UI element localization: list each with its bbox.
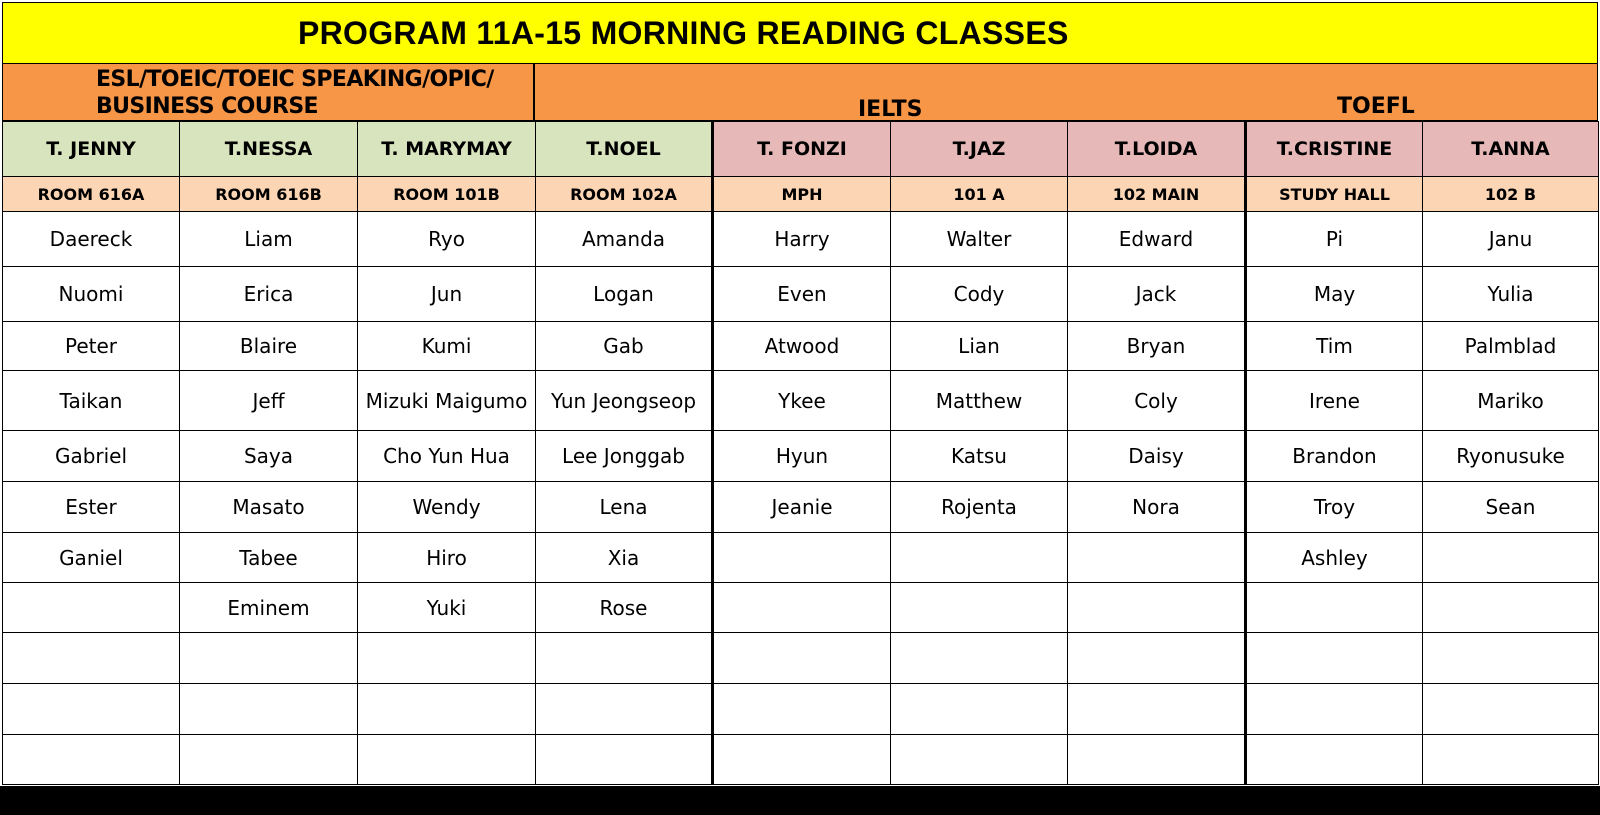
student-row <box>3 267 1599 322</box>
student-row <box>3 583 1599 633</box>
teacher-cell: T.NESSA <box>180 122 358 177</box>
student-name-cell: Troy <box>1246 482 1423 533</box>
student-name-cell: Atwood <box>713 322 891 371</box>
student-name-cell: Nora <box>1068 482 1246 533</box>
student-name-cell: Hiro <box>358 533 536 583</box>
teacher-header-row <box>3 122 1599 177</box>
room-cell: ROOM 616B <box>180 177 358 212</box>
student-name-cell: Liam <box>180 212 358 267</box>
student-name-cell: Lee Jonggab <box>536 431 713 482</box>
student-name-cell: Edward <box>1068 212 1246 267</box>
student-name-cell <box>713 633 891 684</box>
room-cell: 102 B <box>1423 177 1599 212</box>
student-name-cell: Eminem <box>180 583 358 633</box>
student-name-cell: Ganiel <box>3 533 180 583</box>
student-row <box>3 684 1599 735</box>
student-name-cell: Gabriel <box>3 431 180 482</box>
student-name-cell <box>1068 633 1246 684</box>
student-name-cell: Blaire <box>180 322 358 371</box>
student-name-cell: Yulia <box>1423 267 1599 322</box>
student-name-cell <box>180 735 358 785</box>
student-name-cell: Ryonusuke <box>1423 431 1599 482</box>
student-name-cell: Katsu <box>891 431 1068 482</box>
student-name-cell: Cho Yun Hua <box>358 431 536 482</box>
student-row <box>3 212 1599 267</box>
room-cell: ROOM 102A <box>536 177 713 212</box>
esl-group-label-line2: BUSINESS COURSE <box>96 94 318 119</box>
student-name-cell <box>891 633 1068 684</box>
student-name-cell <box>1068 583 1246 633</box>
student-name-cell <box>891 735 1068 785</box>
student-name-cell: Yun Jeongseop <box>536 371 713 431</box>
room-header-row <box>3 177 1599 212</box>
student-row <box>3 371 1599 431</box>
student-name-cell: Taikan <box>3 371 180 431</box>
teacher-cell: T.ANNA <box>1423 122 1599 177</box>
student-name-cell <box>358 633 536 684</box>
student-row <box>3 533 1599 583</box>
student-name-cell <box>1423 583 1599 633</box>
student-name-cell: Matthew <box>891 371 1068 431</box>
title-bar <box>2 2 1598 64</box>
student-name-cell <box>358 684 536 735</box>
student-name-cell: Kumi <box>358 322 536 371</box>
student-name-cell: Masato <box>180 482 358 533</box>
student-row <box>3 431 1599 482</box>
student-name-cell <box>3 633 180 684</box>
student-name-cell: Peter <box>3 322 180 371</box>
page-title: PROGRAM 11A-15 MORNING READING CLASSES <box>298 15 1069 51</box>
teacher-cell: T.NOEL <box>536 122 713 177</box>
student-name-cell <box>536 735 713 785</box>
student-name-cell: Brandon <box>1246 431 1423 482</box>
student-name-cell: Jeff <box>180 371 358 431</box>
student-name-cell: Jeanie <box>713 482 891 533</box>
bottom-band <box>0 786 1600 815</box>
student-name-cell <box>3 583 180 633</box>
group-divider <box>533 64 535 121</box>
student-name-cell: Wendy <box>358 482 536 533</box>
student-name-cell: Jack <box>1068 267 1246 322</box>
student-name-cell: Amanda <box>536 212 713 267</box>
room-cell: ROOM 101B <box>358 177 536 212</box>
student-name-cell: Nuomi <box>3 267 180 322</box>
student-name-cell <box>713 684 891 735</box>
student-name-cell <box>891 583 1068 633</box>
student-name-cell <box>891 533 1068 583</box>
student-name-cell: Tabee <box>180 533 358 583</box>
student-name-cell: Ryo <box>358 212 536 267</box>
teacher-cell: T.LOIDA <box>1068 122 1246 177</box>
teacher-cell: T.JAZ <box>891 122 1068 177</box>
student-row <box>3 633 1599 684</box>
student-name-cell <box>891 684 1068 735</box>
student-name-cell <box>1246 583 1423 633</box>
student-name-cell <box>1423 684 1599 735</box>
student-name-cell <box>180 633 358 684</box>
student-name-cell: Lian <box>891 322 1068 371</box>
student-name-cell <box>1068 735 1246 785</box>
student-name-cell: Gab <box>536 322 713 371</box>
room-cell: STUDY HALL <box>1246 177 1423 212</box>
student-name-cell: Harry <box>713 212 891 267</box>
student-name-cell: Lena <box>536 482 713 533</box>
student-name-cell: Logan <box>536 267 713 322</box>
room-cell: ROOM 616A <box>3 177 180 212</box>
student-name-cell: Xia <box>536 533 713 583</box>
student-name-cell: Saya <box>180 431 358 482</box>
esl-group-label-line1: ESL/TOEIC/TOEIC SPEAKING/OPIC/ <box>96 67 494 92</box>
student-name-cell: May <box>1246 267 1423 322</box>
student-name-cell <box>1246 735 1423 785</box>
student-name-cell: Daisy <box>1068 431 1246 482</box>
teacher-cell: T. FONZI <box>713 122 891 177</box>
student-name-cell: Mizuki Maigumo <box>358 371 536 431</box>
student-name-cell: Even <box>713 267 891 322</box>
student-row <box>3 322 1599 371</box>
student-name-cell: Janu <box>1423 212 1599 267</box>
student-name-cell <box>1068 684 1246 735</box>
student-name-cell: Ashley <box>1246 533 1423 583</box>
student-name-cell: Coly <box>1068 371 1246 431</box>
student-name-cell: Tim <box>1246 322 1423 371</box>
student-name-cell <box>1423 735 1599 785</box>
teacher-cell: T. JENNY <box>3 122 180 177</box>
teacher-cell: T. MARYMAY <box>358 122 536 177</box>
student-name-cell <box>536 684 713 735</box>
esl-group-label <box>96 66 494 120</box>
room-cell: MPH <box>713 177 891 212</box>
student-name-cell <box>1423 633 1599 684</box>
room-cell: 101 A <box>891 177 1068 212</box>
student-name-cell: Ester <box>3 482 180 533</box>
student-name-cell <box>358 735 536 785</box>
student-row <box>3 482 1599 533</box>
student-name-cell <box>1068 533 1246 583</box>
student-name-cell <box>1246 633 1423 684</box>
teacher-cell: T.CRISTINE <box>1246 122 1423 177</box>
student-name-cell: Yuki <box>358 583 536 633</box>
student-name-cell: Palmblad <box>1423 322 1599 371</box>
student-name-cell: Cody <box>891 267 1068 322</box>
student-name-cell <box>1246 684 1423 735</box>
student-name-cell <box>180 684 358 735</box>
student-name-cell <box>3 735 180 785</box>
student-name-cell <box>713 735 891 785</box>
toefl-group-label: TOEFL <box>1337 94 1415 119</box>
student-name-cell: Rose <box>536 583 713 633</box>
student-name-cell: Ykee <box>713 371 891 431</box>
student-name-cell <box>713 583 891 633</box>
student-name-cell <box>536 633 713 684</box>
student-name-cell: Irene <box>1246 371 1423 431</box>
student-name-cell: Hyun <box>713 431 891 482</box>
student-name-cell: Rojenta <box>891 482 1068 533</box>
student-name-cell: Jun <box>358 267 536 322</box>
student-name-cell: Daereck <box>3 212 180 267</box>
student-name-cell <box>713 533 891 583</box>
student-name-cell: Sean <box>1423 482 1599 533</box>
student-name-cell: Walter <box>891 212 1068 267</box>
student-name-cell: Bryan <box>1068 322 1246 371</box>
room-cell: 102 MAIN <box>1068 177 1246 212</box>
student-name-cell <box>3 684 180 735</box>
ielts-group-label: IELTS <box>858 97 923 122</box>
student-name-cell <box>1423 533 1599 583</box>
student-name-cell: Erica <box>180 267 358 322</box>
student-name-cell: Mariko <box>1423 371 1599 431</box>
class-roster-table <box>2 121 1599 785</box>
student-name-cell: Pi <box>1246 212 1423 267</box>
student-row <box>3 735 1599 785</box>
